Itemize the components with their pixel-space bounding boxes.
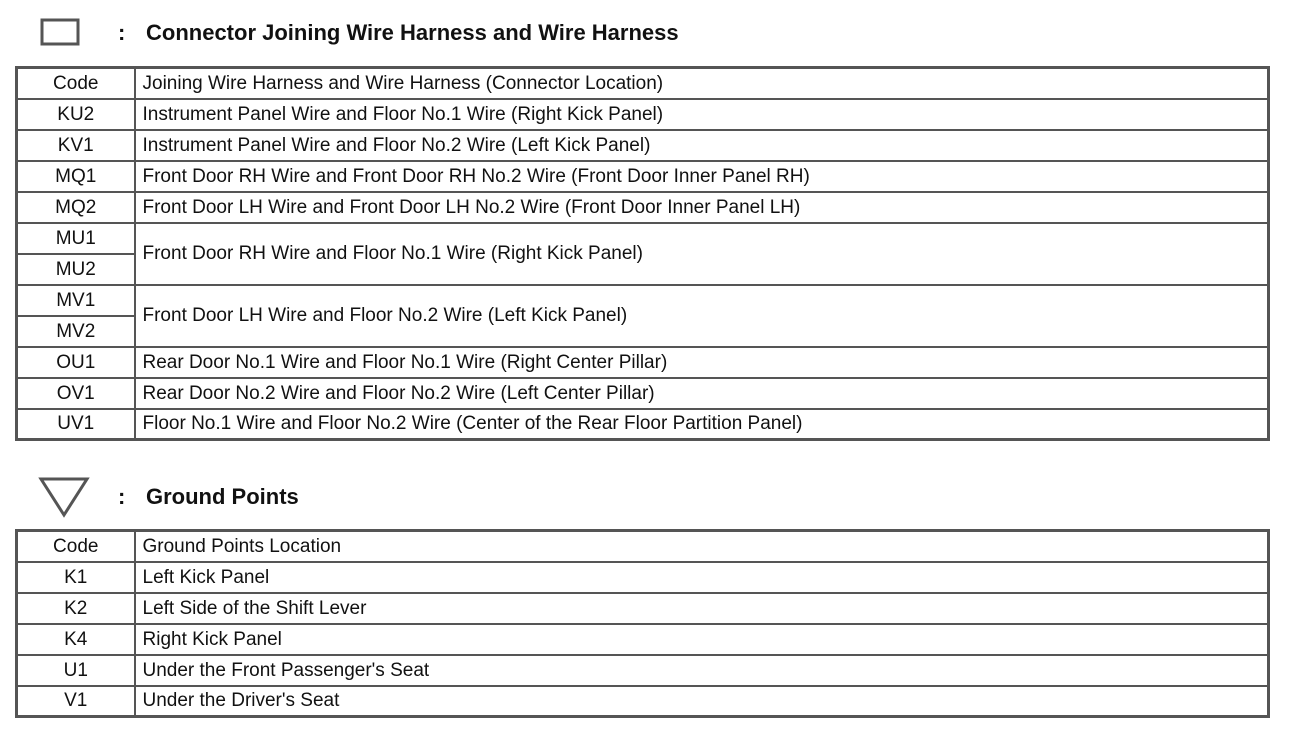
row-desc: Floor No.1 Wire and Floor No.2 Wire (Center of the Rear Floor Partition Panel): [135, 409, 1269, 440]
ground-section-colon: :: [118, 484, 126, 509]
row-desc: Rear Door No.2 Wire and Floor No.2 Wire (Left Center Pillar): [135, 378, 1269, 409]
row-desc: Left Side of the Shift Lever: [135, 593, 1269, 624]
table-row: [17, 99, 1269, 130]
row-code: KU2: [17, 99, 135, 130]
row-desc: Front Door RH Wire and Floor No.1 Wire (Right Kick Panel): [135, 223, 1269, 285]
row-desc: Rear Door No.1 Wire and Floor No.1 Wire (Right Center Pillar): [135, 347, 1269, 378]
row-code: MV2: [17, 316, 135, 347]
table-row: [17, 223, 1269, 254]
square-outline-icon: [40, 18, 80, 46]
row-code: MQ1: [17, 161, 135, 192]
row-code: MU1: [17, 223, 135, 254]
row-desc: Under the Front Passenger's Seat: [135, 655, 1269, 686]
row-code: V1: [17, 686, 135, 717]
header-code: Code: [17, 531, 135, 562]
row-desc: Instrument Panel Wire and Floor No.1 Wire (Right Kick Panel): [135, 99, 1269, 130]
connector-table: [15, 66, 1270, 441]
row-desc: Front Door RH Wire and Front Door RH No.2 Wire (Front Door Inner Panel RH): [135, 161, 1269, 192]
row-code: KV1: [17, 130, 135, 161]
row-desc: Right Kick Panel: [135, 624, 1269, 655]
row-code: MU2: [17, 254, 135, 285]
row-code: OV1: [17, 378, 135, 409]
table-row: [17, 378, 1269, 409]
row-code: UV1: [17, 409, 135, 440]
header-desc: Joining Wire Harness and Wire Harness (Connector Location): [135, 68, 1269, 99]
table-row: [17, 562, 1269, 593]
triangle-down-outline-icon: [38, 476, 90, 518]
row-desc: Front Door LH Wire and Front Door LH No.2 Wire (Front Door Inner Panel LH): [135, 192, 1269, 223]
header-desc: Ground Points Location: [135, 531, 1269, 562]
table-row: [17, 347, 1269, 378]
table-row: [17, 593, 1269, 624]
table-row: [17, 624, 1269, 655]
row-desc: Instrument Panel Wire and Floor No.2 Wire (Left Kick Panel): [135, 130, 1269, 161]
table-row: [17, 409, 1269, 440]
row-code: MV1: [17, 285, 135, 316]
table-row: [17, 655, 1269, 686]
table-header-row: [17, 68, 1269, 99]
table-row: [17, 130, 1269, 161]
table-row: [17, 285, 1269, 316]
row-code: K4: [17, 624, 135, 655]
table-header-row: [17, 531, 1269, 562]
connector-section-colon: :: [118, 20, 126, 45]
table-row: [17, 192, 1269, 223]
connector-section-title: Connector Joining Wire Harness and Wire Harness: [146, 20, 679, 45]
row-code: K2: [17, 593, 135, 624]
ground-section-title: Ground Points: [146, 484, 299, 509]
row-code: K1: [17, 562, 135, 593]
ground-section-heading: [0, 476, 900, 516]
row-code: OU1: [17, 347, 135, 378]
table-row: [17, 686, 1269, 717]
row-code: U1: [17, 655, 135, 686]
connector-section-heading: [0, 14, 900, 54]
ground-table: [15, 529, 1270, 718]
row-desc: Front Door LH Wire and Floor No.2 Wire (Left Kick Panel): [135, 285, 1269, 347]
row-desc: Left Kick Panel: [135, 562, 1269, 593]
row-code: MQ2: [17, 192, 135, 223]
header-code: Code: [17, 68, 135, 99]
row-desc: Under the Driver's Seat: [135, 686, 1269, 717]
table-row: [17, 161, 1269, 192]
